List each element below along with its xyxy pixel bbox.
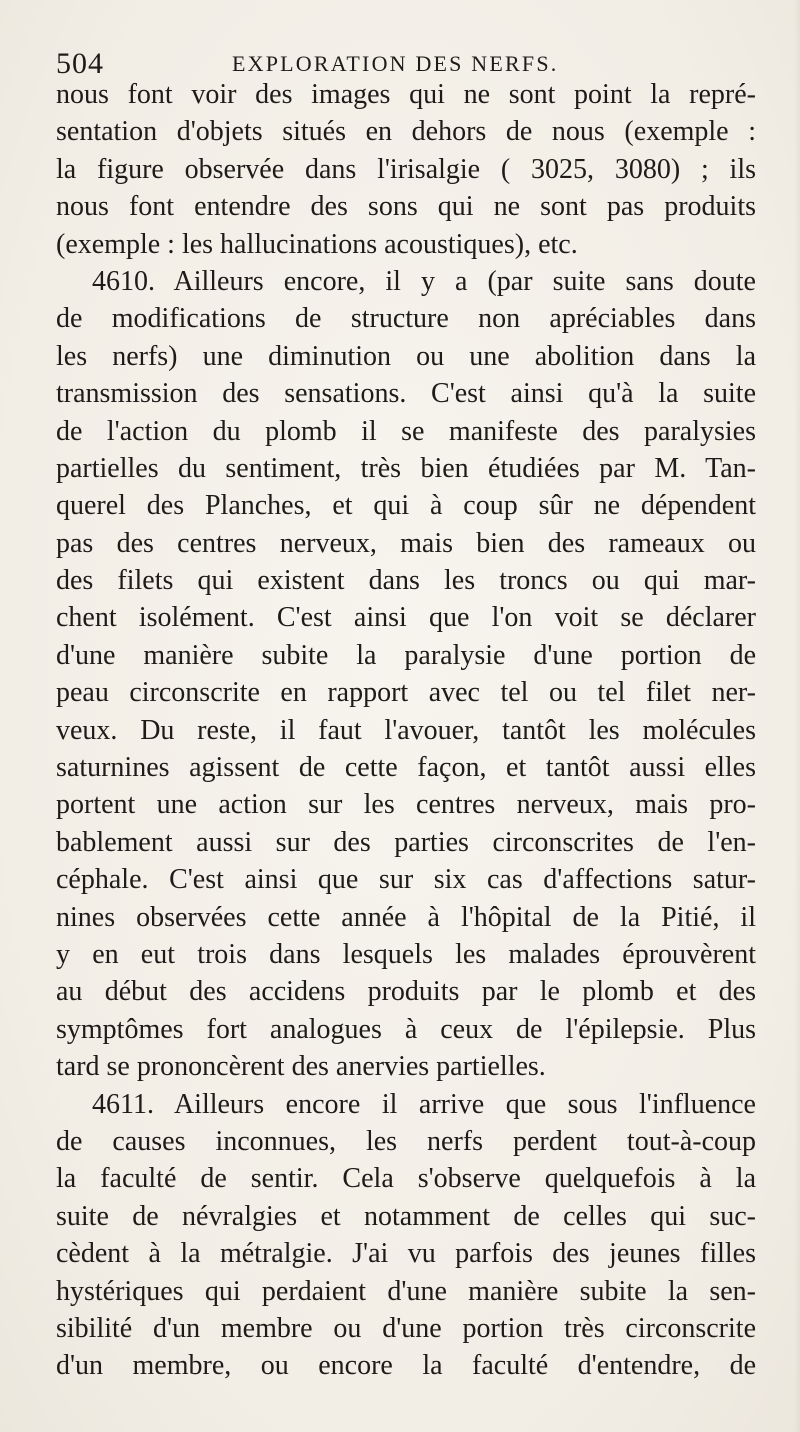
text-line: partielles du sentiment, très bien étudiées par M. Tan- <box>56 452 756 484</box>
text-line: querel des Planches, et qui à coup sûr ne dépendent <box>56 490 756 522</box>
text-line: tard se prononcèrent des anervies partielles. <box>56 1051 546 1083</box>
paragraph-4611-start: 4611. Ailleurs encore il arrive que sous l'influence <box>92 1088 756 1120</box>
text-line: nous font entendre des sons qui ne sont pas produits <box>56 191 756 223</box>
text-line: saturnines agissent de cette façon, et tantôt aussi elles <box>56 752 756 784</box>
text-line: bablement aussi sur des parties circonscrites de l'en- <box>56 826 756 858</box>
text-line: sentation d'objets situés en dehors de nous (exemple : <box>56 116 756 148</box>
text-line: portent une action sur les centres nerveux, mais pro- <box>56 789 756 821</box>
paragraph-4610-start: 4610. Ailleurs encore, il y a (par suite sans doute <box>92 265 756 297</box>
text-line: cèdent à la métralgie. J'ai vu parfois des jeunes filles <box>56 1238 756 1270</box>
text-line: au début des accidens produits par le plomb et des <box>56 976 756 1008</box>
text-line: hystériques qui perdaient d'une manière subite la sen- <box>56 1275 756 1307</box>
text-line: chent isolément. C'est ainsi que l'on voit se déclarer <box>56 602 756 634</box>
text-line: y en eut trois dans lesquels les malades éprouvèrent <box>56 938 756 970</box>
text-line: peau circonscrite en rapport avec tel ou tel filet ner- <box>56 677 756 709</box>
text-line: sibilité d'un membre ou d'une portion très circonscrite <box>56 1312 756 1344</box>
text-line: veux. Du reste, il faut l'avouer, tantôt les molécules <box>56 714 756 746</box>
running-head: EXPLORATION DES NERFS. <box>232 51 559 76</box>
page-edge-shadow <box>794 0 800 1432</box>
text-line: de l'action du plomb il se manifeste des paralysies <box>56 415 756 447</box>
text-line: des filets qui existent dans les troncs ou qui mar- <box>56 565 756 597</box>
text-line: la figure observée dans l'irisalgie ( 3025, 3080) ; ils <box>56 153 756 185</box>
text-line: les nerfs) une diminution ou une abolition dans la <box>56 340 756 372</box>
text-line: nines observées cette année à l'hôpital de la Pitié, il <box>56 901 756 933</box>
text-line: suite de névralgies et notamment de celles qui suc- <box>56 1200 756 1232</box>
text-line: transmission des sensations. C'est ainsi qu'à la suite <box>56 378 756 410</box>
body-text <box>56 76 756 1385</box>
text-line: de causes inconnues, les nerfs perdent tout-à-coup <box>56 1125 756 1157</box>
text-line: céphale. C'est ainsi que sur six cas d'affections satur- <box>56 864 756 896</box>
page-number: 504 <box>56 47 104 80</box>
text-line: la faculté de sentir. Cela s'observe quelquefois à la <box>56 1163 756 1195</box>
text-line: d'une manière subite la paralysie d'une portion de <box>56 639 756 671</box>
text-line: (exemple : les hallucinations acoustiques), etc. <box>56 228 578 260</box>
text-line: d'un membre, ou encore la faculté d'entendre, de <box>56 1350 756 1382</box>
text-line: symptômes fort analogues à ceux de l'épilepsie. Plus <box>56 1013 756 1045</box>
text-line: pas des centres nerveux, mais bien des rameaux ou <box>56 527 756 559</box>
text-line: de modifications de structure non apréciables dans <box>56 303 756 335</box>
text-line: nous font voir des images qui ne sont point la repré- <box>56 79 756 110</box>
